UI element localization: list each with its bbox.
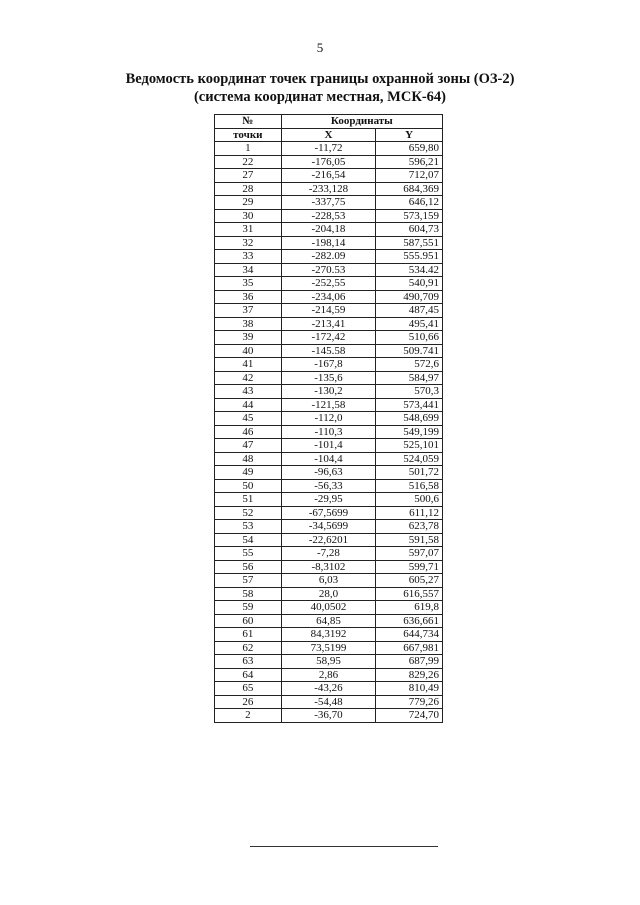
y-coordinate-cell: 572,6 xyxy=(376,358,443,372)
point-number-cell: 46 xyxy=(215,425,282,439)
y-coordinate-cell: 599,71 xyxy=(376,560,443,574)
x-coordinate-cell: -96,63 xyxy=(281,466,376,480)
point-number-cell: 31 xyxy=(215,223,282,237)
y-coordinate-cell: 573,441 xyxy=(376,398,443,412)
point-number-cell: 40 xyxy=(215,344,282,358)
point-number-cell: 51 xyxy=(215,493,282,507)
table-row xyxy=(215,452,443,466)
x-coordinate-cell: -104,4 xyxy=(281,452,376,466)
point-number-cell: 29 xyxy=(215,196,282,210)
y-coordinate-cell: 724,70 xyxy=(376,709,443,723)
point-number-cell: 37 xyxy=(215,304,282,318)
table-row xyxy=(215,479,443,493)
x-coordinate-cell: -135,6 xyxy=(281,371,376,385)
y-coordinate-cell: 495,41 xyxy=(376,317,443,331)
header-point-label: точки xyxy=(215,128,282,142)
point-number-cell: 64 xyxy=(215,668,282,682)
x-coordinate-cell: -110,3 xyxy=(281,425,376,439)
title-line-2: (система координат местная, МСК-64) xyxy=(193,89,447,105)
table-row xyxy=(215,304,443,318)
table-row xyxy=(215,506,443,520)
point-number-cell: 53 xyxy=(215,520,282,534)
point-number-cell: 22 xyxy=(215,155,282,169)
point-number-cell: 28 xyxy=(215,182,282,196)
table-row xyxy=(215,250,443,264)
y-coordinate-cell: 584,97 xyxy=(376,371,443,385)
y-coordinate-cell: 573,159 xyxy=(376,209,443,223)
table-row xyxy=(215,155,443,169)
y-coordinate-cell: 510,66 xyxy=(376,331,443,345)
y-coordinate-cell: 501,72 xyxy=(376,466,443,480)
table-row xyxy=(215,358,443,372)
table-row xyxy=(215,209,443,223)
y-coordinate-cell: 636,661 xyxy=(376,614,443,628)
point-number-cell: 26 xyxy=(215,695,282,709)
y-coordinate-cell: 509.741 xyxy=(376,344,443,358)
point-number-cell: 55 xyxy=(215,547,282,561)
table-header-row xyxy=(215,115,443,129)
x-coordinate-cell: -67,5699 xyxy=(281,506,376,520)
x-coordinate-cell: -36,70 xyxy=(281,709,376,723)
y-coordinate-cell: 604,73 xyxy=(376,223,443,237)
x-coordinate-cell: -54,48 xyxy=(281,695,376,709)
point-number-cell: 34 xyxy=(215,263,282,277)
y-coordinate-cell: 524,059 xyxy=(376,452,443,466)
x-coordinate-cell: -214,59 xyxy=(281,304,376,318)
table-row xyxy=(215,371,443,385)
x-coordinate-cell: -204,18 xyxy=(281,223,376,237)
table-body xyxy=(215,142,443,723)
x-coordinate-cell: -282.09 xyxy=(281,250,376,264)
header-x: X xyxy=(281,128,376,142)
y-coordinate-cell: 667,981 xyxy=(376,641,443,655)
x-coordinate-cell: -43,26 xyxy=(281,682,376,696)
point-number-cell: 43 xyxy=(215,385,282,399)
x-coordinate-cell: -176,05 xyxy=(281,155,376,169)
x-coordinate-cell: 64,85 xyxy=(281,614,376,628)
table-row xyxy=(215,493,443,507)
table-row xyxy=(215,695,443,709)
table-row xyxy=(215,344,443,358)
table-row xyxy=(215,587,443,601)
y-coordinate-cell: 548,699 xyxy=(376,412,443,426)
point-number-cell: 44 xyxy=(215,398,282,412)
x-coordinate-cell: -22,6201 xyxy=(281,533,376,547)
point-number-cell: 52 xyxy=(215,506,282,520)
point-number-cell: 41 xyxy=(215,358,282,372)
y-coordinate-cell: 687,99 xyxy=(376,655,443,669)
table-row xyxy=(215,331,443,345)
title-line-1: Ведомость координат точек границы охранной зоны (ОЗ-2) xyxy=(125,71,515,87)
x-coordinate-cell: -216,54 xyxy=(281,169,376,183)
table-row xyxy=(215,668,443,682)
page-number: 5 xyxy=(316,40,324,55)
table-row xyxy=(215,425,443,439)
header-point-number: № xyxy=(215,115,282,129)
x-coordinate-cell: -337,75 xyxy=(281,196,376,210)
y-coordinate-cell: 549,199 xyxy=(376,425,443,439)
x-coordinate-cell: -228,53 xyxy=(281,209,376,223)
y-coordinate-cell: 570,3 xyxy=(376,385,443,399)
point-number-cell: 27 xyxy=(215,169,282,183)
y-coordinate-cell: 534.42 xyxy=(376,263,443,277)
y-coordinate-cell: 605,27 xyxy=(376,574,443,588)
point-number-cell: 33 xyxy=(215,250,282,264)
x-coordinate-cell: -145.58 xyxy=(281,344,376,358)
point-number-cell: 58 xyxy=(215,587,282,601)
x-coordinate-cell: 2,86 xyxy=(281,668,376,682)
point-number-cell: 42 xyxy=(215,371,282,385)
x-coordinate-cell: -172,42 xyxy=(281,331,376,345)
point-number-cell: 54 xyxy=(215,533,282,547)
y-coordinate-cell: 646,12 xyxy=(376,196,443,210)
table-row xyxy=(215,277,443,291)
y-coordinate-cell: 587,551 xyxy=(376,236,443,250)
table-row xyxy=(215,182,443,196)
x-coordinate-cell: 40,0502 xyxy=(281,601,376,615)
table-row xyxy=(215,196,443,210)
point-number-cell: 32 xyxy=(215,236,282,250)
y-coordinate-cell: 616,557 xyxy=(376,587,443,601)
table-row xyxy=(215,560,443,574)
x-coordinate-cell: -270.53 xyxy=(281,263,376,277)
table-row xyxy=(215,412,443,426)
point-number-cell: 36 xyxy=(215,290,282,304)
x-coordinate-cell: -8,3102 xyxy=(281,560,376,574)
table-row xyxy=(215,398,443,412)
point-number-cell: 48 xyxy=(215,452,282,466)
y-coordinate-cell: 712,07 xyxy=(376,169,443,183)
y-coordinate-cell: 555.951 xyxy=(376,250,443,264)
table-row xyxy=(215,317,443,331)
point-number-cell: 50 xyxy=(215,479,282,493)
point-number-cell: 39 xyxy=(215,331,282,345)
y-coordinate-cell: 619,8 xyxy=(376,601,443,615)
point-number-cell: 56 xyxy=(215,560,282,574)
table-row xyxy=(215,655,443,669)
x-coordinate-cell: -121,58 xyxy=(281,398,376,412)
y-coordinate-cell: 810,49 xyxy=(376,682,443,696)
y-coordinate-cell: 591,58 xyxy=(376,533,443,547)
x-coordinate-cell: -7,28 xyxy=(281,547,376,561)
table-row xyxy=(215,601,443,615)
point-number-cell: 30 xyxy=(215,209,282,223)
table-row xyxy=(215,709,443,723)
table-row xyxy=(215,682,443,696)
x-coordinate-cell: -130,2 xyxy=(281,385,376,399)
point-number-cell: 1 xyxy=(215,142,282,156)
table-row xyxy=(215,641,443,655)
point-number-cell: 45 xyxy=(215,412,282,426)
x-coordinate-cell: -11,72 xyxy=(281,142,376,156)
point-number-cell: 38 xyxy=(215,317,282,331)
point-number-cell: 47 xyxy=(215,439,282,453)
point-number-cell: 60 xyxy=(215,614,282,628)
x-coordinate-cell: -29,95 xyxy=(281,493,376,507)
table-row xyxy=(215,263,443,277)
header-y: Y xyxy=(376,128,443,142)
table-row xyxy=(215,533,443,547)
table-row xyxy=(215,614,443,628)
table-row xyxy=(215,223,443,237)
y-coordinate-cell: 525,101 xyxy=(376,439,443,453)
y-coordinate-cell: 684,369 xyxy=(376,182,443,196)
point-number-cell: 63 xyxy=(215,655,282,669)
y-coordinate-cell: 490,709 xyxy=(376,290,443,304)
table-row xyxy=(215,236,443,250)
y-coordinate-cell: 597,07 xyxy=(376,547,443,561)
x-coordinate-cell: -213,41 xyxy=(281,317,376,331)
point-number-cell: 57 xyxy=(215,574,282,588)
x-coordinate-cell: -56,33 xyxy=(281,479,376,493)
table-row xyxy=(215,290,443,304)
x-coordinate-cell: 58,95 xyxy=(281,655,376,669)
x-coordinate-cell: -252,55 xyxy=(281,277,376,291)
y-coordinate-cell: 623,78 xyxy=(376,520,443,534)
table-row xyxy=(215,520,443,534)
table-row xyxy=(215,439,443,453)
x-coordinate-cell: 6,03 xyxy=(281,574,376,588)
x-coordinate-cell: -198,14 xyxy=(281,236,376,250)
x-coordinate-cell: -167,8 xyxy=(281,358,376,372)
y-coordinate-cell: 500,6 xyxy=(376,493,443,507)
x-coordinate-cell: 73,5199 xyxy=(281,641,376,655)
x-coordinate-cell: -233,128 xyxy=(281,182,376,196)
x-coordinate-cell: -34,5699 xyxy=(281,520,376,534)
x-coordinate-cell: 28,0 xyxy=(281,587,376,601)
point-number-cell: 65 xyxy=(215,682,282,696)
point-number-cell: 2 xyxy=(215,709,282,723)
x-coordinate-cell: -234,06 xyxy=(281,290,376,304)
y-coordinate-cell: 779,26 xyxy=(376,695,443,709)
point-number-cell: 49 xyxy=(215,466,282,480)
y-coordinate-cell: 487,45 xyxy=(376,304,443,318)
document-title xyxy=(0,70,640,106)
table-row xyxy=(215,466,443,480)
header-coordinates: Координаты xyxy=(281,115,442,129)
coordinates-table xyxy=(214,114,443,723)
table-row xyxy=(215,547,443,561)
y-coordinate-cell: 540,91 xyxy=(376,277,443,291)
table-row xyxy=(215,169,443,183)
x-coordinate-cell: 84,3192 xyxy=(281,628,376,642)
x-coordinate-cell: -112,0 xyxy=(281,412,376,426)
y-coordinate-cell: 516,58 xyxy=(376,479,443,493)
point-number-cell: 59 xyxy=(215,601,282,615)
point-number-cell: 61 xyxy=(215,628,282,642)
bottom-divider xyxy=(250,846,438,847)
table-row xyxy=(215,628,443,642)
y-coordinate-cell: 829,26 xyxy=(376,668,443,682)
table-row xyxy=(215,385,443,399)
table-row xyxy=(215,142,443,156)
table-row xyxy=(215,574,443,588)
x-coordinate-cell: -101,4 xyxy=(281,439,376,453)
y-coordinate-cell: 596,21 xyxy=(376,155,443,169)
y-coordinate-cell: 644,734 xyxy=(376,628,443,642)
y-coordinate-cell: 611,12 xyxy=(376,506,443,520)
point-number-cell: 35 xyxy=(215,277,282,291)
table-subheader-row xyxy=(215,128,443,142)
point-number-cell: 62 xyxy=(215,641,282,655)
y-coordinate-cell: 659,80 xyxy=(376,142,443,156)
